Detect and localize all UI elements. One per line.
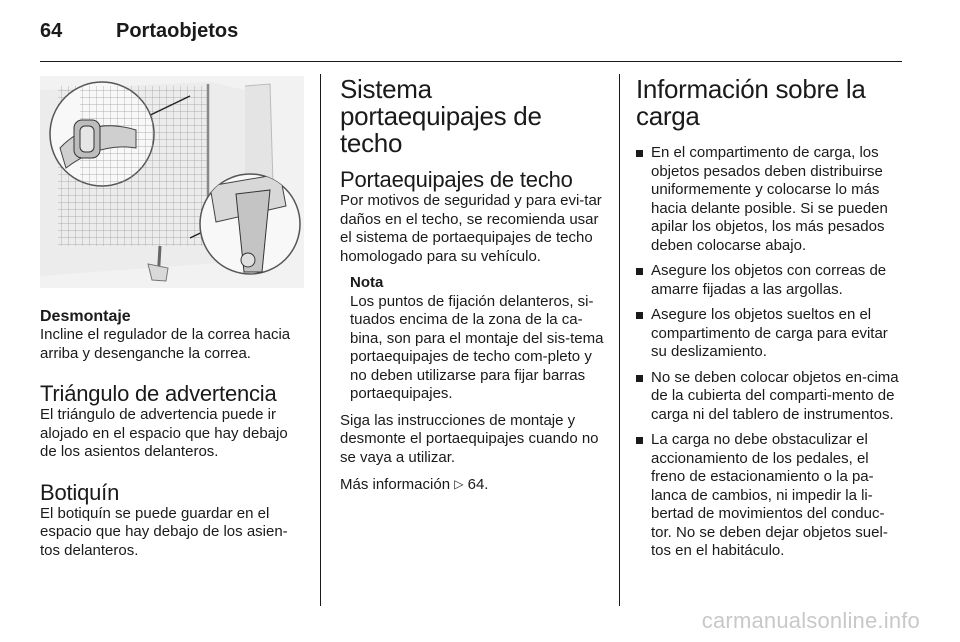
triangulo-text: El triángulo de advertencia puede ir alojado en el espacio que hay debajo de los asientos delanteros.: [40, 406, 288, 460]
cargo-net-strap-illustration: [40, 76, 304, 288]
square-bullet-icon: [636, 312, 643, 319]
square-bullet-icon: [636, 437, 643, 444]
list-item: No se deben colocar objetos en-cima de la cubierta del comparti-mento de carga ni del tablero de instrumentos.: [636, 369, 902, 425]
botiquin-text: El botiquín se puede guardar en el espacio que hay debajo de los asien-tos delanteros.: [40, 504, 288, 559]
page-reference-arrow-icon: ▷: [454, 477, 464, 491]
more-info-page-link[interactable]: 64.: [467, 476, 489, 493]
triangulo-heading: Triángulo de advertencia: [40, 381, 277, 406]
cargo-info-section-title: Información sobre la carga: [636, 74, 866, 131]
list-item: Asegure los objetos sueltos en el compartimento de carga para evitar su deslizamiento.: [636, 306, 902, 362]
roof-rack-subtitle: Portaequipajes de techo: [340, 167, 573, 192]
header-rule: [40, 61, 902, 62]
square-bullet-icon: [636, 150, 643, 157]
more-info-line: [340, 475, 604, 495]
illustration-drawing: [40, 76, 304, 288]
column-divider-left: [320, 74, 321, 606]
desmontaje-heading: Desmontaje: [40, 308, 131, 325]
page-number: 64: [40, 20, 63, 42]
roof-rack-intro: Por motivos de seguridad y para evi-tar daños en el techo, se recomienda usar el sistema de portaequipajes de techo homologado para su vehículo.: [340, 192, 602, 265]
column-3: [636, 76, 902, 568]
square-bullet-icon: [636, 268, 643, 275]
column-2: [340, 76, 604, 495]
desmontaje-text: Incline el regulador de la correa hacia arriba y desenganche la correa.: [40, 326, 291, 362]
cargo-info-list: [636, 144, 902, 561]
list-item: La carga no debe obstaculizar el accionamiento de los pedales, el freno de estacionamiento o la pa-lanca de cambios, ni impedir la li-bertad de movimientos del conduc-tor. No se deben dejar objetos suel-tos en el habitáculo.: [636, 431, 902, 561]
list-item: En el compartimento de carga, los objetos pesados deben distribuirse uniformemente y colocarse lo más hacia delante posible. Si se pueden apilar los objetos, los más pesados deben colocarse abajo.: [636, 144, 902, 255]
note-block: [340, 274, 604, 404]
more-info-label: Más información: [340, 476, 451, 493]
note-text: Los puntos de fijación delanteros, si-tuados encima de la zona de la ca-bina, son para el montaje del sis-tema portaequipajes de techo com-pleto y no deben utilizarse para fijar barras portaequipajes.: [350, 292, 604, 402]
page-title: Portaobjetos: [116, 20, 239, 42]
roof-rack-section-title: Sistema portaequipajes de techo: [340, 74, 542, 158]
list-item: Asegure los objetos con correas de amarre fijadas a las argollas.: [636, 262, 902, 299]
column-divider-right: [619, 74, 620, 606]
instructions-text: Siga las instrucciones de montaje y desmonte el portaequipajes cuando no se vaya a utilizar.: [340, 411, 599, 466]
column-1: [40, 76, 304, 560]
botiquin-heading: Botiquín: [40, 479, 120, 505]
note-title: Nota: [350, 274, 384, 291]
watermark: carmanualsonline.info: [701, 608, 920, 633]
square-bullet-icon: [636, 375, 643, 382]
